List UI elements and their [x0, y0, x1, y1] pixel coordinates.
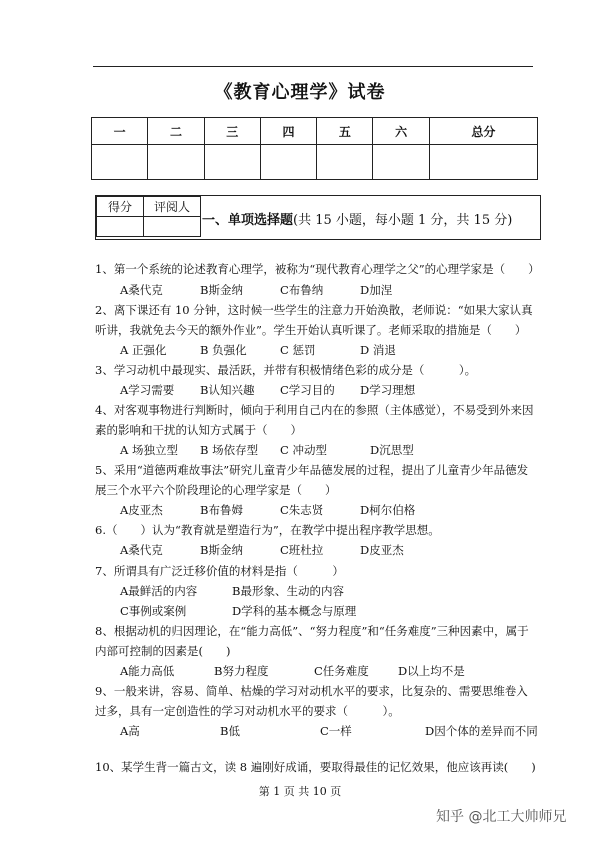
- question-6: 6.（ ）认为“教育就是塑造行为”，在教学中提出程序教学思想。: [95, 523, 440, 537]
- option: B布鲁姆: [200, 503, 243, 517]
- option: D 消退: [360, 343, 396, 357]
- question-5: 5、采用“道德两难故事法”研究儿童青少年品德发展的过程，提出了儿童青少年品德发展三个水平六个阶段理论的心理学家是（ ）: [95, 463, 529, 497]
- score-header-total: 总分: [429, 118, 537, 145]
- score-header-2: 二: [148, 118, 204, 145]
- page-footer: 第 1 页 共 10 页: [258, 785, 342, 798]
- option: B斯金纳: [200, 283, 243, 297]
- option: A 正强化: [120, 343, 167, 357]
- exam-title: 《教育心理学》试卷: [214, 82, 386, 103]
- option: C事例或案例: [120, 604, 187, 618]
- reviewer-blank: [144, 217, 201, 237]
- section-heading: [202, 209, 512, 228]
- reviewer-label: 评阅人: [144, 197, 201, 217]
- question-7: 7、所谓具有广泛迁移价值的材料是指（ ）: [95, 564, 344, 578]
- option: C朱志贤: [280, 503, 324, 517]
- question-10: 10、某学生背一篇古文，读 8 遍刚好成诵，要取得最佳的记忆效果，他应该再读( ): [95, 760, 536, 774]
- option: D加涅: [360, 283, 393, 297]
- score-header-4: 四: [260, 118, 316, 145]
- question-1: 1、第一个系统的论述教育心理学，被称为“现代教育心理学之父”的心理学家是（ ）: [95, 262, 540, 276]
- question-8: 8、根据动机的归因理论，在“能力高低”、“努力程度”和“任务难度”三种因素中，属于内部可控制的因素是( ): [95, 624, 529, 658]
- option: C布鲁纳: [280, 283, 324, 297]
- option: B 场依存型: [200, 443, 259, 457]
- option: B最形象、生动的内容: [232, 584, 344, 598]
- option: D皮亚杰: [360, 543, 404, 557]
- grader-table: [96, 196, 201, 237]
- option: A 场独立型: [120, 443, 178, 457]
- option: B低: [220, 724, 240, 738]
- header-rule: [93, 66, 533, 67]
- option: C一样: [320, 724, 352, 738]
- question-3: 3、学习动机中最现实、最活跃，并带有积极情绪色彩的成分是（ ）。: [95, 363, 477, 377]
- question-9: 9、一般来讲，容易、简单、枯燥的学习对动机水平的要求，比复杂的、需要思维卷入过多，具有一定创造性的学习对动机水平的要求（ ）。: [95, 684, 528, 718]
- score-header-6: 六: [373, 118, 429, 145]
- option: C班杜拉: [280, 543, 324, 557]
- score-cell: [429, 145, 537, 180]
- option: C 惩罚: [280, 343, 316, 357]
- score-table-blank-row: [92, 145, 538, 180]
- option: A桑代克: [120, 283, 163, 297]
- score-label: 得分: [97, 197, 144, 217]
- option: D学习理想: [360, 383, 416, 397]
- section-note: (共 15 小题，每小题 1 分，共 15 分): [293, 213, 513, 228]
- option: D因个体的差异而不同: [425, 724, 538, 738]
- option: C 冲动型: [280, 443, 327, 457]
- watermark: 知乎 @北工大帅师兄: [436, 809, 567, 825]
- question-2: 2、离下课还有 10 分钟，这时候一些学生的注意力开始涣散，老师说：“如果大家认真听讲，我就免去今天的额外作业”。学生开始认真听课了。老师采取的措施是（ ）: [95, 303, 533, 337]
- section-title: 一、单项选择题: [202, 213, 294, 228]
- option: B斯金纳: [200, 543, 243, 557]
- option: A学习需要: [120, 383, 175, 397]
- option: D以上均不是: [398, 664, 465, 678]
- score-blank: [97, 217, 144, 237]
- score-cell: [373, 145, 429, 180]
- option: B认知兴趣: [200, 383, 255, 397]
- score-header-5: 五: [317, 118, 373, 145]
- option: D柯尔伯格: [360, 503, 416, 517]
- score-cell: [92, 145, 148, 180]
- score-header-1: 一: [92, 118, 148, 145]
- score-cell: [317, 145, 373, 180]
- option: B努力程度: [214, 664, 269, 678]
- score-table-header-row: [92, 118, 538, 145]
- option: A能力高低: [120, 664, 175, 678]
- option: C学习目的: [280, 383, 335, 397]
- option: A高: [120, 724, 140, 738]
- score-table: [91, 117, 538, 180]
- grader-box: [95, 195, 541, 240]
- option: A皮亚杰: [120, 503, 163, 517]
- score-cell: [148, 145, 204, 180]
- option: D沉思型: [370, 443, 414, 457]
- score-cell: [204, 145, 260, 180]
- score-cell: [260, 145, 316, 180]
- score-header-3: 三: [204, 118, 260, 145]
- question-4: 4、对客观事物进行判断时，倾向于利用自己内在的参照（主体感觉），不易受到外来因素的影响和干扰的认知方式属于（ ）: [95, 403, 534, 437]
- option: B 负强化: [200, 343, 247, 357]
- option: A桑代克: [120, 543, 163, 557]
- option: A最鲜活的内容: [120, 584, 198, 598]
- option: C任务难度: [314, 664, 369, 678]
- option: D学科的基本概念与原理: [232, 604, 357, 618]
